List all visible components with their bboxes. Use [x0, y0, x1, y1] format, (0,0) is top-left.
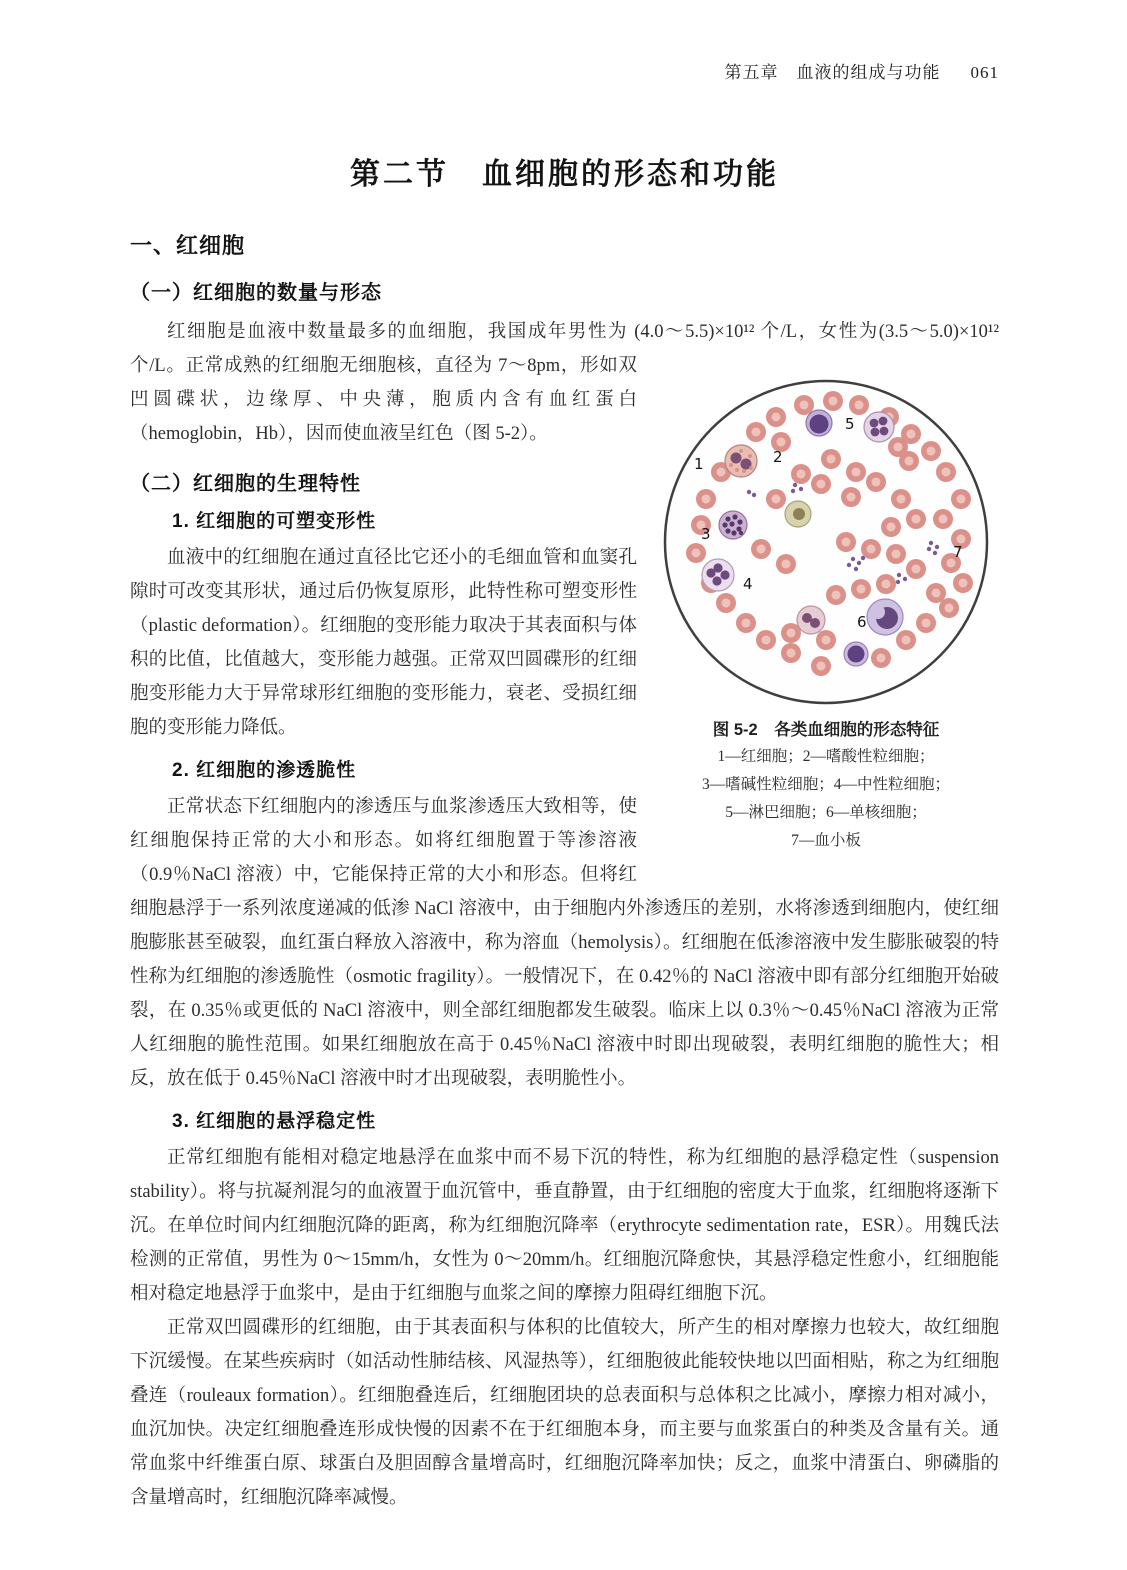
svg-text:1: 1	[694, 455, 704, 473]
running-header	[130, 58, 999, 83]
heading-rbc-quantity-morphology: （一）红细胞的数量与形态	[130, 282, 382, 304]
paragraph-rbc-intro-rest: (3.5～5.0)×10¹² 个/L。正常成熟的红细胞无细胞核，直径为 7～8pm，形如双凹圆碟状，边缘厚、中央薄，胞质内含有血红蛋白（hemoglobin，Hb），因而使血液呈红色（图 5-2）。	[130, 322, 999, 444]
figure-5-2	[653, 377, 999, 855]
heading-plastic-deformation: 1. 红细胞的可塑变形性	[172, 511, 377, 532]
heading-osmotic-fragility: 2. 红细胞的渗透脆性	[172, 760, 357, 781]
paragraph-suspension-stability-1: 正常红细胞有能相对稳定地悬浮在血浆中而不易下沉的特性，称为红细胞的悬浮稳定性（suspension stability）。将与抗凝剂混匀的血液置于血沉管中，垂直静置，由于红细胞的密度大于血浆，红细胞将逐渐下沉。在单位时间内红细胞沉降的距离，称为红细胞沉降率（erythrocyte sedimentation rate，ESR）。用魏氏法检测的正常值，男性为 0～15mm/h，女性为 0～20mm/h。红细胞沉降愈快，其悬浮稳定性愈小，红细胞能相对稳定地悬浮于血浆中，是由于红细胞与血浆之间的摩擦力阻碍红细胞下沉。	[130, 1148, 999, 1304]
svg-text:5: 5	[845, 415, 855, 433]
paragraph-plastic-deformation: 血液中的红细胞在通过直径比它还小的毛细血管和血窦孔隙时可改变其形状，通过后仍恢复原形，此特性称可塑变形性（plastic deformation）。红细胞的变形能力取决于其表面积与体积的比值，比值越大，变形能力越强。正常双凹圆碟形的红细胞变形能力大于异常球形红细胞的变形能力，衰老、受损红细胞的变形能力降低。	[130, 548, 637, 738]
svg-text:3: 3	[701, 525, 711, 543]
svg-text:2: 2	[773, 448, 783, 466]
page-number: 061	[970, 63, 999, 82]
svg-text:6: 6	[857, 613, 867, 631]
figure-legend-line-1: 1—红细胞；2—嗜酸性粒细胞；	[717, 748, 935, 765]
figure-legend-line-4: 7—血小板	[791, 832, 861, 849]
figure-legend-line-3: 5—淋巴细胞；6—单核细胞；	[725, 804, 927, 821]
paragraph-rbc-intro-lead: 红细胞是血液中数量最多的血细胞，我国成年男性为 (4.0～5.5)×10¹² 个/L，女性为	[167, 322, 879, 342]
paragraph-suspension-stability-2: 正常双凹圆碟形的红细胞，由于其表面积与体积的比值较大，所产生的相对摩擦力也较大，故红细胞下沉缓慢。在某些疾病时（如活动性肺结核、风湿热等），红细胞彼此能较快地以凹面相贴，称之为红细胞叠连（rouleaux formation）。红细胞叠连后，红细胞团块的总表面积与总体积之比减小，摩擦力相对减小，血沉加快。决定红细胞叠连形成快慢的因素不在于红细胞本身，而主要与血浆蛋白的种类及含量有关。通常血浆中纤维蛋白原、球蛋白及胆固醇含量增高时，红细胞沉降率加快；反之，血浆中清蛋白、卵磷脂的含量增高时，红细胞沉降率减慢。	[130, 1318, 999, 1508]
svg-text:7: 7	[953, 543, 963, 561]
blood-smear-illustration	[661, 377, 991, 707]
figure-caption-title: 图 5-2 各类血细胞的形态特征	[712, 721, 940, 739]
heading-rbc-physiological-properties: （二）红细胞的生理特性	[130, 473, 361, 495]
heading-suspension-stability: 3. 红细胞的悬浮稳定性	[172, 1111, 377, 1132]
section-title: 第二节 血细胞的形态和功能	[350, 158, 779, 191]
figure-legend-line-2: 3—嗜碱性粒细胞；4—中性粒细胞；	[701, 776, 950, 793]
chapter-title: 第五章 血液的组成与功能	[724, 63, 941, 82]
heading-red-blood-cells: 一、红细胞	[130, 233, 246, 258]
paragraph-osmotic-fragility: 正常状态下红细胞内的渗透压与血浆渗透压大致相等，使红细胞保持正常的大小和形态。如将红细胞置于等渗溶液（0.9％NaCl 溶液）中，它能保持正常的大小和形态。但将红细胞悬浮于一系列浓度递减的低渗 NaCl 溶液中，由于细胞内外渗透压的差别，水将渗透到细胞内，使红细胞膨胀甚至破裂，血红蛋白释放入溶液中，称为溶血（hemolysis）。红细胞在低渗溶液中发生膨胀破裂的特性称为红细胞的渗透脆性（osmotic fragility）。一般情况下，在 0.42％的 NaCl 溶液中即有部分红细胞开始破裂，在 0.35％或更低的 NaCl 溶液中，则全部红细胞都发生破裂。临床上以 0.3％～0.45％NaCl 溶液为正常人红细胞的脆性范围。如果红细胞放在高于 0.45％NaCl 溶液中时即出现破裂，表明红细胞的脆性大；相反，放在低于 0.45％NaCl 溶液中时才出现破裂，表明脆性小。	[130, 797, 999, 1089]
svg-text:4: 4	[743, 575, 753, 593]
